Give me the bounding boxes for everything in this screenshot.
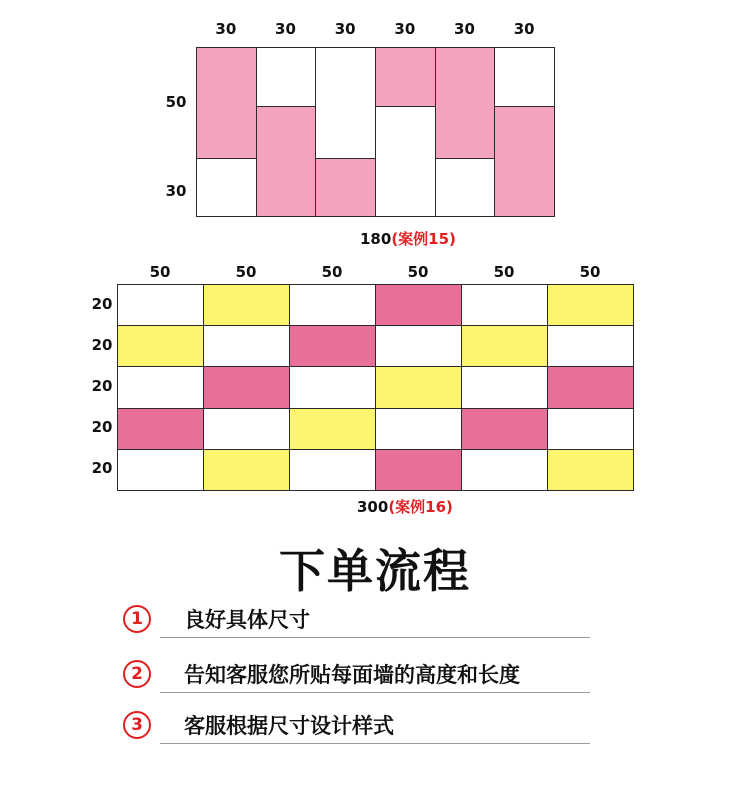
case16-tile <box>461 366 548 409</box>
step-underline-1 <box>160 637 590 638</box>
case16-tile <box>547 284 634 326</box>
case15-panel-grid <box>196 47 554 217</box>
case16-tile <box>289 325 376 367</box>
case16-tile <box>289 408 376 450</box>
case16-col-width-label: 50 <box>235 263 257 281</box>
case15-col-width-label: 30 <box>454 20 475 38</box>
case16-tile <box>117 284 204 326</box>
step-number-3: 3 <box>123 711 151 739</box>
case16-col-width-label: 50 <box>321 263 343 281</box>
case15-row-height-label: 30 <box>165 182 187 200</box>
case15-col-width-label: 30 <box>513 20 535 38</box>
case15-col-width-label: 30 <box>334 20 356 38</box>
case16-tile <box>375 284 462 326</box>
step-text-3: 客服根据尺寸设计样式 <box>184 714 394 738</box>
step-number-1: 1 <box>123 605 151 633</box>
case16-row-height-label: 20 <box>91 377 113 395</box>
case16-tile <box>289 284 376 326</box>
case15-total-width: 180 <box>360 230 392 248</box>
case15-row-height-label: 50 <box>165 93 187 111</box>
case16-tile <box>547 408 634 450</box>
case15-panel <box>315 158 376 217</box>
case15-panel <box>196 47 257 159</box>
case16-tile <box>375 449 462 491</box>
case16-tile <box>117 325 204 367</box>
case15-case-label: (案例15) <box>391 230 456 248</box>
case15-col-width-label: 30 <box>394 20 416 38</box>
case15-panel <box>256 47 316 107</box>
case15-col-width-label: 30 <box>275 20 296 38</box>
case16-panel-grid <box>117 284 633 490</box>
case16-case-label: (案例16) <box>388 498 453 516</box>
case16-tile <box>117 366 204 409</box>
case15-panel <box>435 158 495 217</box>
case15-panel <box>494 106 555 217</box>
case16-tile <box>117 408 204 450</box>
case16-tile <box>375 325 462 367</box>
case16-row-height-label: 20 <box>91 459 113 478</box>
process-title: 下单流程 <box>279 544 471 598</box>
case15-panel <box>256 106 316 217</box>
case15-panel <box>494 47 555 107</box>
case16-total-width: 300 <box>357 498 389 516</box>
step-underline-2 <box>160 692 590 693</box>
case16-tile <box>375 366 462 409</box>
case16-tile <box>461 408 548 450</box>
case16-tile <box>203 366 290 409</box>
case15-panel <box>375 106 436 217</box>
case16-tile <box>289 449 376 491</box>
case16-tile <box>547 366 634 409</box>
case16-tile <box>547 449 634 491</box>
case16-tile <box>461 325 548 367</box>
case16-row-height-label: 20 <box>91 335 113 354</box>
step-text-1: 良好具体尺寸 <box>184 608 310 632</box>
case15-col-width-label: 30 <box>215 20 237 38</box>
step-text-2: 告知客服您所贴每面墙的高度和长度 <box>184 663 520 687</box>
case16-tile <box>461 284 548 326</box>
case15-panel <box>375 47 436 107</box>
step-number-2: 2 <box>123 660 151 688</box>
case16-row-height-label: 20 <box>91 418 113 437</box>
case16-tile <box>203 449 290 491</box>
case16-col-width-label: 50 <box>407 263 429 281</box>
case16-tile <box>289 366 376 409</box>
case16-tile <box>547 325 634 367</box>
case16-tile <box>203 325 290 367</box>
case16-col-width-label: 50 <box>579 263 601 281</box>
case16-tile <box>375 408 462 450</box>
case15-caption <box>360 228 456 249</box>
step-underline-3 <box>160 743 590 744</box>
case15-panel <box>196 158 257 217</box>
case16-col-width-label: 50 <box>493 263 515 281</box>
case16-tile <box>461 449 548 491</box>
case16-tile <box>203 284 290 326</box>
case16-tile <box>203 408 290 450</box>
case16-tile <box>117 449 204 491</box>
case16-caption <box>357 496 453 517</box>
case16-col-width-label: 50 <box>149 263 171 281</box>
case15-panel <box>315 47 376 159</box>
case15-panel <box>435 47 495 159</box>
case16-row-height-label: 20 <box>91 294 113 313</box>
